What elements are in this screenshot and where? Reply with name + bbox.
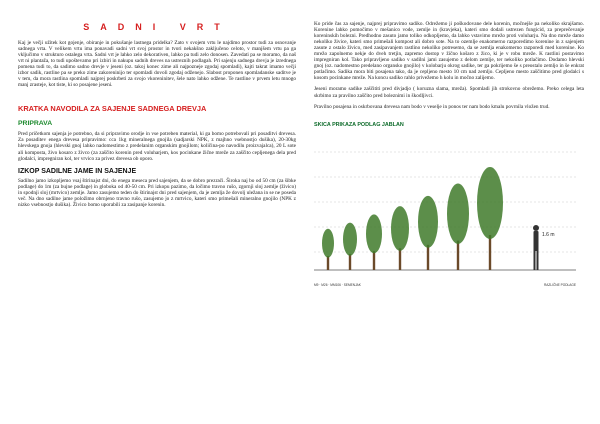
left-column — [18, 0, 296, 208]
tree-crown — [418, 195, 438, 247]
rootstock-sketch — [314, 132, 576, 290]
tree-6 — [447, 183, 469, 270]
tree-2 — [343, 222, 357, 269]
tree-trunk — [349, 254, 351, 270]
subheading-priprava: PRIPRAVA — [18, 120, 53, 128]
tree-crown — [391, 206, 409, 251]
tree-trunk — [427, 244, 429, 269]
height-label: 1.6 m — [542, 231, 555, 238]
right-column — [314, 0, 584, 290]
tree-trunk — [457, 240, 459, 269]
closing-paragraph: Pravilno posajena in oskrbovana drevesa nam bodo v veselje in ponos ter nam bodo kmalu povrnila vložen trud. — [314, 103, 550, 110]
page-title: SADNI VRT — [83, 22, 231, 32]
tree-group — [322, 167, 503, 270]
person-figure — [533, 225, 539, 270]
tree-crown — [322, 228, 334, 257]
tree-trunk — [373, 251, 375, 270]
tree-5 — [418, 195, 438, 269]
section-heading-main: KRATKA NAVODILA ZA SAJENJE SADNEGA DREVJA — [18, 104, 207, 114]
tree-crown — [477, 167, 503, 239]
footnote-right: RAZLIČNE PODLAGE — [543, 282, 576, 287]
footnote-left: M9 · M26 · MM106 · SEMENJAK — [314, 282, 361, 287]
tree-4 — [391, 206, 409, 270]
tree-3 — [366, 214, 382, 270]
tree-trunk — [489, 235, 491, 270]
priprava-paragraph: Pred pričetkom sajenja je potrebno, da si pripravimo orodje in vse potreben material, ki ga bomo potrebovali pri posaditvi drevesa. Za posaditev enega drevesa pripravimo: cca 1kg mineralnega gnojila (sadjarski NPK, z majhno vsebnostjo dušika), 20-30kg hlevskega gnoja (hlevski gnoj lahko nadomestimo z predelanim organskim gnojilom; količina-po navodilu proizvajalca), 20 L sote ali komposta, živo kosaro z živco (za zaščito korenin pred voluharjem, kos pocinkane žične mreže za zaščito cepljenega dela pred glodalci, impregniran kol, ter vrvico za privez drevesa ob oporo. — [18, 131, 296, 162]
tree-crown — [343, 222, 357, 255]
planting-paragraph: Ko pride čas za sajenje, najprej pripravimo sadiko. Odrežemo ji poškodovane dele korenin, močnejše pa nekoliko skrajšamo. Korenine lahko pomočimo v mešanico vode, zemlje in (kravjeka), kateri smo dodali ustrezen fungicid, za preprečevanje koreninskih bolezni. Predhodno zasuto jamo toliko odkopljemo, da lahko vstavimo mrežo proti voluharju. Na dno mreže damo nekoliko živice, kateri smo primešali kompost ali dobro sote. Na to ozemlje enakomerno razporedimo korenine in z sajenjem zasute z ostalo živico, med zasipavanjem rastlino nekoliko potresemo, da se zemlja enakomerno razporedi med korenine. Ko mrežo zapolnemo nekje do dveh tretjin, zapremo dostop v žično košaro z žico, ki je v robu mreže. K rastlini postavimo impregniran kol. Tako pripravljeno sadiko v sadilni jami zasujemo z delom zemlje, ter nekoliko potlačimo. Dodamo hlevski gnoj (oz. nadomestno predelano organsko gnojilo) v kolobarju okrog sadike, ter ga pokrijemo še s preostalo zemljo in še enkrat potlačimo. Sadika mora biti posajena tako, da je cepljeno mesto 10 cm nad zemljo. Cepljeno mesto zaščitimo pred glodalci s kosom pocinkane mreže. Na koncu sadiko rahlo privežemo h kolu in močno zalijemo. — [314, 21, 584, 82]
tree-7 — [477, 167, 503, 270]
sketch-title: SKICA PRIKAZA PODLAG JABLAN — [314, 121, 404, 128]
protection-paragraph: Jeseni moramo sadike zaščititi pred divjadjo ( koruzna slama, mreža). Spomladi jih strokovno obrežemo. Preko celega leta skrbimo za pravilno zaščito pred boleznimi in škodljivci. — [314, 86, 584, 99]
rootstock-sketch-drawing — [314, 132, 576, 282]
tree-trunk — [327, 256, 329, 270]
tree-crown — [366, 214, 382, 253]
subheading-izkop: IZKOP SADILNE JAME IN SAJENJE — [18, 167, 137, 175]
intro-paragraph: Kaj je večji užitek kot gojenje, obiranje in pokušanje lastnega pridelka? Zato v svojem vrtu le najdimo prostor tudi za osnovanje sadnega vrta. V velikem vrtu ima ponavadi sadni vrt svoj prostor in tvori nekakšno zaključeno celoto, v manjšem vrtu pa ga vključimo v strukturo ostalega vrta. Sadni vrt je lahko zelo dekorativen, lahko pa tudi zelo donosen. Zavedati pa se moramo, da naš vrt ni plantaža, to tudi upoštevamo pri izbiri in nakupu sadnih dreves na ustreznih podlagah. Pri sajenju sadnega drevja je izrednega pomena tudi to, da sadimo sadno drevje v jeseni (oz. takoj konec zime ali najpozneje zgodaj spomladi), kajti takrat imamo večji izbor sadik, rastline pa se preko zime zakoreninijo ter spomladi dovoli zgodaj odženejo. Slabost proponen spomladanske saditve je v tem, da mora rastlina spomladi najprej poskrbeti za svojo vkoreninitev, šele nato lahko odžene. Te rastline v prvem letu mnogo manj zrasteje, kot tiste, ki so posajene jeseni. — [18, 40, 296, 89]
tree-crown — [447, 183, 469, 243]
tree-trunk — [399, 248, 401, 270]
sketch-footnote — [314, 283, 576, 287]
izkop-paragraph: Sadilno jamo izkopljemo vsaj štirinajst dni, do enega meseca pred sajenjem, da se dobro prezrači. Široka naj bo od 50 cm (za šibke podlage) do 1m (za bujne podlage) in globoka od 40-50 cm. Pri izkopu pazimo, da ločimo travno rušo, zgornji sloj zemlje (živico) in spodnji sloj (mrtvico) zemlje. Jamo zasujemo teden do štirinajst dni pred sajenjem, da je zemlja že dovolj uležana in se ne poseda več. Na dno sadilne jame položimo obrnjeno travno rušo, zasujemo jo z mrtvico, kateri smo primešali mineralno gnojilo (NPK z nizko vsebnostjo dušika). Živico bomo uporabili za zasipanje korenin. — [18, 177, 296, 208]
tree-1 — [322, 228, 334, 269]
